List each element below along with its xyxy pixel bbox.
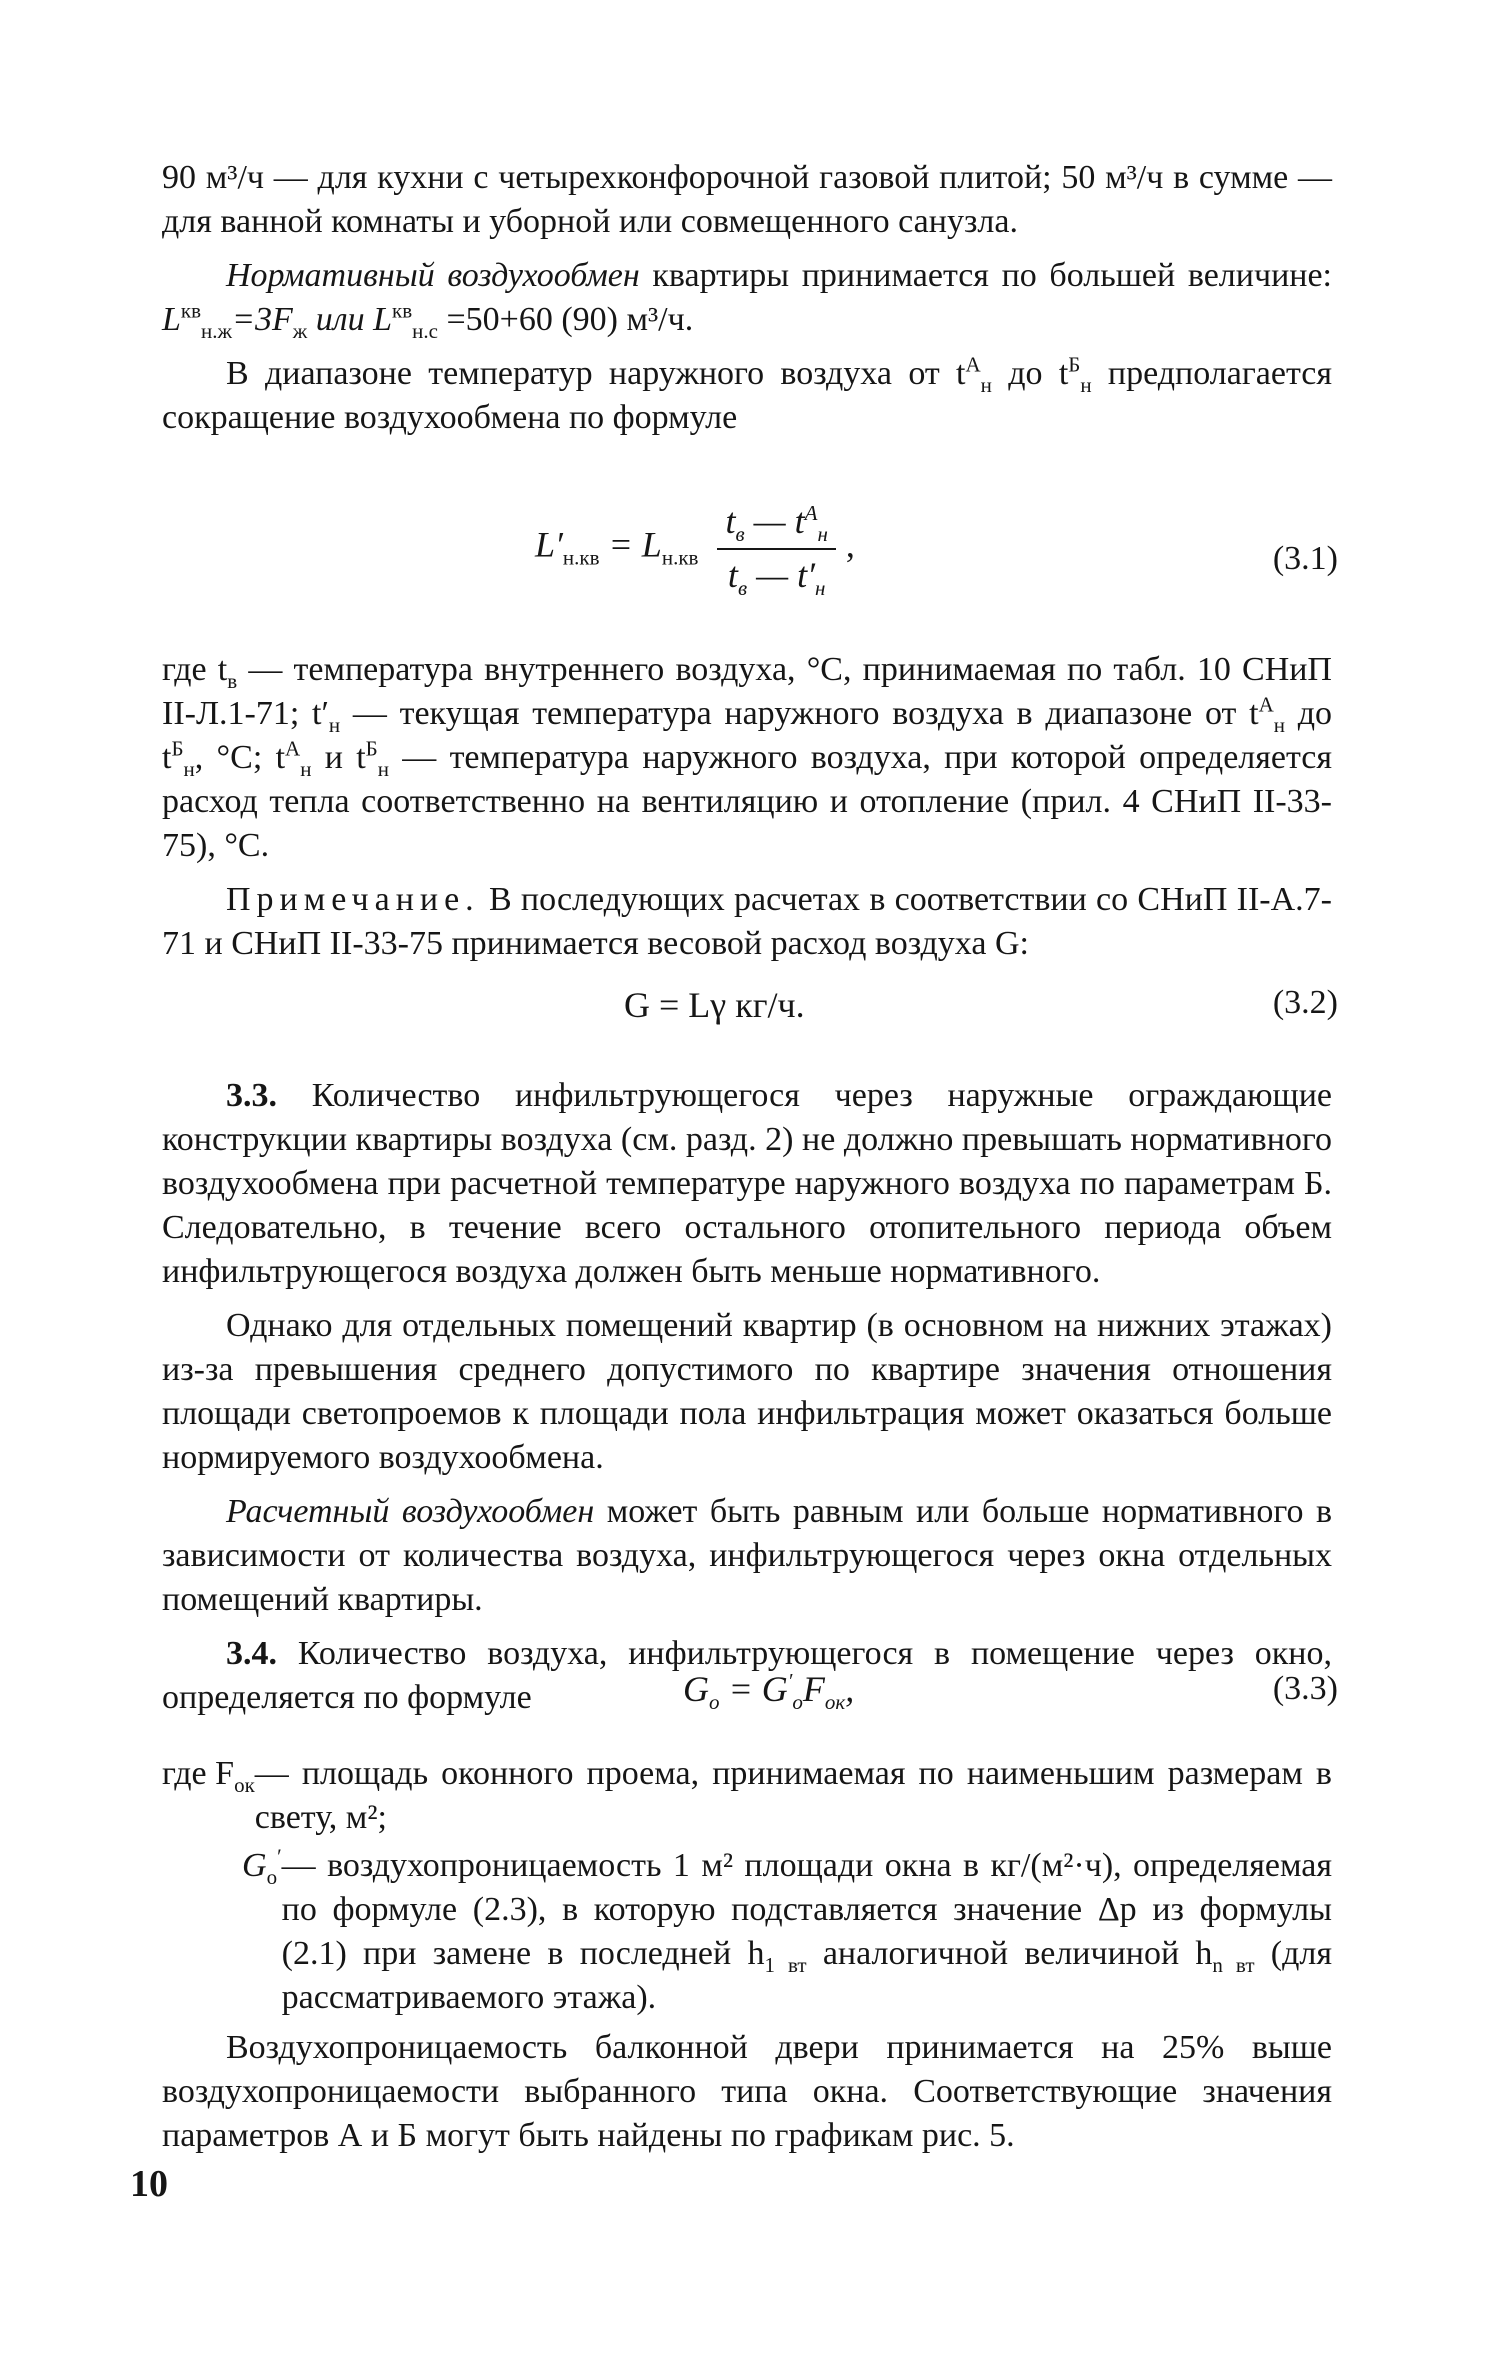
- formula-var: L: [373, 301, 393, 338]
- formula-sub: н: [817, 522, 828, 547]
- formula-sub: ж: [292, 318, 308, 343]
- paragraph-design: [162, 1490, 1332, 1622]
- formula-sub: н: [300, 756, 312, 781]
- definition-body: [282, 1844, 1332, 2020]
- formula-sub: н.ж: [201, 318, 233, 343]
- formula-rhs: =3F: [232, 301, 293, 338]
- formula-sub: o: [266, 1864, 278, 1889]
- formula-sup: кв: [392, 298, 413, 323]
- paragraph-normative: [162, 254, 1332, 342]
- formula-sub: в: [227, 668, 238, 693]
- formula-sub: ок: [234, 1772, 255, 1797]
- definition-text: (для рассматриваемого этажа).: [281, 1935, 1333, 2016]
- formula-3-3: [683, 1668, 855, 1715]
- paragraph-range: [162, 352, 1332, 440]
- where-text: , °С; t: [194, 739, 286, 776]
- formula-or: или: [307, 301, 374, 338]
- paragraph-3-3: [162, 1074, 1332, 1294]
- formula-3-2-number: (3.2): [1272, 984, 1338, 1021]
- formula-sup: Б: [171, 736, 184, 761]
- formula-mid: — t′: [747, 555, 815, 595]
- formula-sub: н: [377, 756, 389, 781]
- term-text: где F: [162, 1755, 235, 1792]
- where-text: — текущая температура наружного воздуха в диапазоне от t: [340, 695, 1259, 732]
- formula-sup: Б: [365, 736, 378, 761]
- formula-sup: А: [804, 501, 818, 525]
- section-number: 3.3.: [226, 1077, 277, 1114]
- formula-comma: ,: [845, 524, 855, 565]
- section-text: Количество инфильтрующегося через наружные ограждающие конструкции квартиры воздуха (см. разд. 2) не должно превышать нормативного воздухообмена при расчетной температуре наружного воздуха по параметрам Б. Следовательно, в течение всего остального отопительного периода объем инфильтрующегося воздуха должен быть меньше нормативного.: [162, 1077, 1332, 1290]
- paragraph-intro: 90 м³/ч — для кухни с четырехконфорочной газовой плитой; 50 м³/ч в сумме — для ванной комнаты и уборной или совмещенного санузла.: [162, 159, 1332, 240]
- paragraph-however: Однако для отдельных помещений квартир (в основном на нижних этажах) из-за превышения среднего допустимого по квартире значения отношения площади светопроемов к площади пола инфильтрация может оказаться больше нормируемого воздухообмена.: [162, 1307, 1332, 1476]
- formula-sub: н: [1273, 712, 1285, 737]
- formula-sub: в: [737, 576, 748, 601]
- formula-var: L: [162, 301, 181, 338]
- formula-sub: ок: [824, 1690, 846, 1715]
- formula-3-2: G = Lγ кг/ч.: [624, 985, 805, 1025]
- formula-var: G: [683, 1669, 709, 1709]
- where-text: где t: [162, 651, 228, 688]
- formula-sup: А: [1258, 692, 1274, 717]
- formula-3-3-number: (3.3): [1272, 1670, 1338, 1707]
- text-block-middle: [162, 648, 1332, 966]
- formula-sub: н: [328, 712, 341, 737]
- definition-term: [162, 1752, 255, 1840]
- formula-sub: n вт: [1212, 1952, 1255, 1977]
- definition-body: — площадь оконного проема, принимаемая по наименьшим размерам в свету, м²;: [254, 1755, 1332, 1836]
- paragraph-balcony: Воздухопроницаемость балконной двери принимается на 25% выше воздухопроницаемости выбранного типа окна. Соответствующие значения параметров А и Б могут быть найдены по графикам рис. 5.: [162, 2029, 1332, 2154]
- range-to: до t: [991, 355, 1069, 392]
- note-label: Примечание.: [226, 881, 480, 918]
- formula-sub: o: [792, 1690, 803, 1715]
- formula-eq: = L: [599, 524, 662, 565]
- formula-sub: н.с: [412, 318, 438, 343]
- text-block-bottom: [162, 2026, 1332, 2158]
- formula-3-1: [535, 500, 855, 601]
- formula-sub: 1 вт: [764, 1952, 807, 1977]
- formula-sup: А: [965, 352, 981, 377]
- normative-text: квартиры принимается по большей величине:: [639, 257, 1332, 294]
- where-text: — температура наружного воздуха, при которой определяется расход тепла соответственно на вентиляцию и отопление (прил. 4 СНиП II-33-75), °С.: [162, 739, 1332, 864]
- range-text: В диапазоне температур наружного воздуха от t: [226, 355, 966, 392]
- formula-sup: Б: [1068, 352, 1081, 377]
- fraction-denominator: [717, 550, 835, 601]
- formula-var: t: [725, 501, 736, 541]
- formula-sup: А: [285, 736, 301, 761]
- where-text: до t: [162, 695, 1332, 776]
- definition-text: — воздухопроницаемость 1 м² площади окна в кг/(м²·ч), определяемая по формуле (2.3), в которую подставляется значение Δp из формулы (2.1) при замене в последней h: [281, 1847, 1332, 1972]
- formula-sub: н: [814, 576, 826, 601]
- range-rest: предполагается сокращение воздухообмена по формуле: [162, 355, 1332, 436]
- formula-sub: в: [735, 522, 745, 547]
- design-term: Расчетный воздухообмен: [226, 1493, 595, 1530]
- paragraph-note: [162, 878, 1332, 966]
- formula-sub: н.кв: [661, 545, 699, 570]
- note-text: В последующих расчетах в соответствии со СНиП II-А.7-71 и СНиП II-33-75 принимается весовой расход воздуха G:: [162, 881, 1332, 962]
- definition-term: [162, 1844, 282, 2020]
- formula-eq: = G: [719, 1669, 788, 1709]
- definition-item: [162, 1752, 1332, 1840]
- formula-var: L′: [535, 524, 563, 565]
- formula-sup: кв: [180, 298, 202, 323]
- design-text: может быть равным или больше нормативного в зависимости от количества воздуха, инфильтрующегося через окна отдельных помещений квартиры.: [162, 1493, 1332, 1618]
- definition-text: аналогичной величиной h: [806, 1935, 1213, 1972]
- section-text: Количество воздуха, инфильтрующегося в помещение через окно, определяется по формуле: [162, 1635, 1332, 1716]
- term-text: G: [242, 1847, 267, 1884]
- definitions-list: [162, 1752, 1332, 2020]
- text-block-top: [162, 156, 1332, 440]
- page-number: 10: [130, 2163, 168, 2205]
- formula-sub: o: [709, 1690, 720, 1715]
- formula-fraction: [717, 500, 835, 601]
- formula-comma: ,: [845, 1669, 855, 1709]
- paragraph-where: [162, 648, 1332, 868]
- definition-item: [162, 1844, 1332, 2020]
- where-text: — температура внутреннего воздуха, °С, принимаемая по табл. 10 СНиП II-Л.1-71; t′: [162, 651, 1332, 732]
- formula-sub: н: [183, 756, 195, 781]
- formula-var: t: [727, 555, 738, 595]
- formula-mid: — t: [744, 501, 805, 541]
- fraction-numerator: [717, 500, 835, 550]
- where-text: и t: [311, 739, 366, 776]
- formula-sub: н.кв: [562, 545, 600, 570]
- formula-3-1-number: (3.1): [1272, 540, 1338, 577]
- formula-sup: ′: [277, 1844, 282, 1869]
- formula-rhs: =50+60 (90) м³/ч.: [437, 301, 694, 338]
- section-number: 3.4.: [226, 1635, 277, 1672]
- formula-sup: ′: [787, 1669, 793, 1693]
- formula-sub: н: [980, 372, 992, 397]
- formula-var: F: [802, 1669, 825, 1709]
- formula-sub: н: [1080, 372, 1092, 397]
- normative-term: Нормативный воздухообмен: [226, 257, 640, 294]
- text-block-lower: [162, 1074, 1332, 1720]
